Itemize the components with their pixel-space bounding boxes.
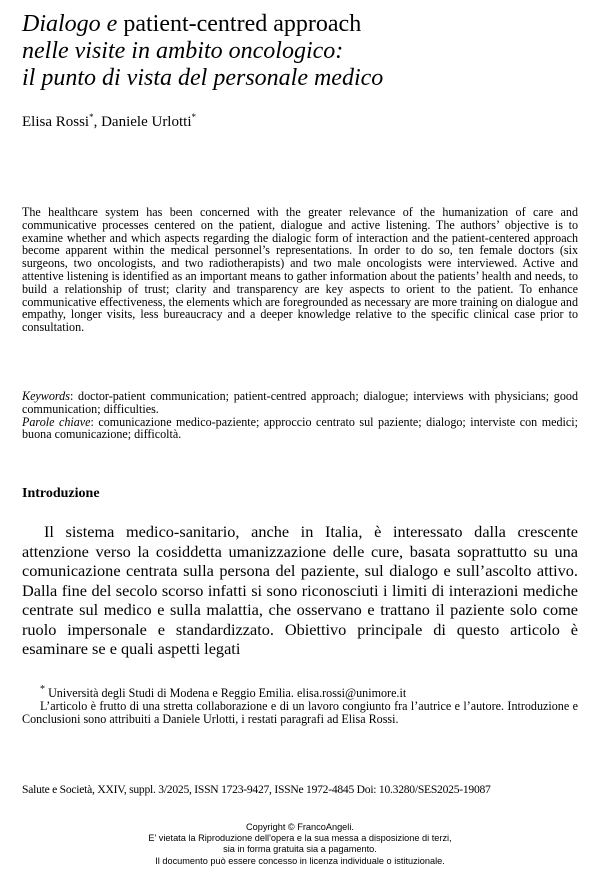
- keywords-it: Parole chiave: comunicazione medico-paziente; approccio centrato sul paziente; dialogo; interviste con medici; buona comunicazione; difficoltà.: [22, 414, 578, 442]
- title-line-3: il punto di vista del personale medico: [22, 65, 384, 91]
- author-name: Daniele Urlotti: [101, 114, 192, 130]
- footnotes: [22, 683, 578, 726]
- affiliation-footnote: * Università degli Studi di Modena e Reggio Emilia. elisa.rossi@unimore.it: [40, 684, 407, 701]
- intro-paragraph: Il sistema medico-sanitario, anche in Italia, è interessato dalla crescente attenzione verso la cosiddetta umanizzazione delle cure, basata soprattutto su una comunicazione centrata sulla persona del paziente, sul dialogo e sull’ascolto attivo. Dalla fine del secolo scorso infatti si sono riconosciuti i limiti di interazioni mediche centrate sul medico e sulla malattia, che osservano e trattano il paziente solo come ruolo impersonale e standardizzato. Obiettivo principale di questo articolo è esaminare se e quali aspetti legati: [22, 522, 578, 658]
- title-line-1: Dialogo e patient-centred approach: [22, 11, 362, 37]
- title-italic-word: Dialogo e: [22, 11, 118, 37]
- affiliation-mark: *: [191, 112, 196, 122]
- author-list: Elisa Rossi*, Daniele Urlotti*: [22, 112, 196, 130]
- keywords-block: [22, 390, 578, 441]
- title-line-2: nelle visite in ambito oncologico:: [22, 38, 344, 64]
- footnote-mark: *: [40, 684, 46, 695]
- copyright-line: Il documento può essere concesso in licenza individuale o istituzionale.: [155, 855, 445, 866]
- article-title: [22, 11, 582, 92]
- copyright-notice: [0, 822, 600, 867]
- section-heading: Introduzione: [22, 486, 100, 501]
- keywords-en: Keywords: doctor-patient communication; patient-centred approach; dialogue; interviews with physicians; good communication; difficulties.: [22, 389, 578, 416]
- abstract: The healthcare system has been concerned with the greater relevance of the humanization of care and communicative processes centered on the patient, dialogue and active listening. The authors’ objective is to examine whether and which aspects regarding the dialogic form of interaction and the patient-centered approach become apparent within the medical personnel’s representations. In order to do so, ten female doctors (six surgeons, two oncologists, and two radiotherapists) and two male oncologists were interviewed. Active and attentive listening is identified as an important means to gather information about the patients’ health and needs, to build a relationship of trust; clarity and transparency are key aspects to orient to the patient. To enhance communicative effectiveness, the elements which are foregrounded as necessary are more training on dialogue and empathy, longer visits, less bureaucracy and a deeper knowledge relative to the specific clinical case prior to consultation.: [22, 205, 578, 335]
- keywords-label: Keywords: [22, 389, 70, 403]
- journal-citation: Salute e Società, XXIV, suppl. 3/2025, ISSN 1723-9427, ISSNe 1972-4845 Doi: 10.3280/SES2025-19087: [22, 783, 491, 796]
- copyright-line: E' vietata la Riproduzione dell'opera e la sua messa a disposizione di terzi,: [148, 833, 452, 844]
- authorship-footnote: L’articolo è frutto di una stretta collaborazione e di un lavoro congiunto fra l’autrice e l’autore. Introduzione e Conclusioni sono attribuiti a Daniele Urlotti, i restati paragrafi ad Elisa Rossi.: [22, 699, 578, 727]
- body-text: [22, 522, 578, 659]
- affiliation-mark: *: [89, 112, 94, 122]
- author-name: Elisa Rossi: [22, 114, 90, 130]
- parole-chiave-label: Parole chiave: [22, 414, 91, 429]
- copyright-line: Copyright © FrancoAngeli.: [246, 822, 354, 832]
- copyright-line: sia in forma gratuita sia a pagamento.: [223, 844, 377, 855]
